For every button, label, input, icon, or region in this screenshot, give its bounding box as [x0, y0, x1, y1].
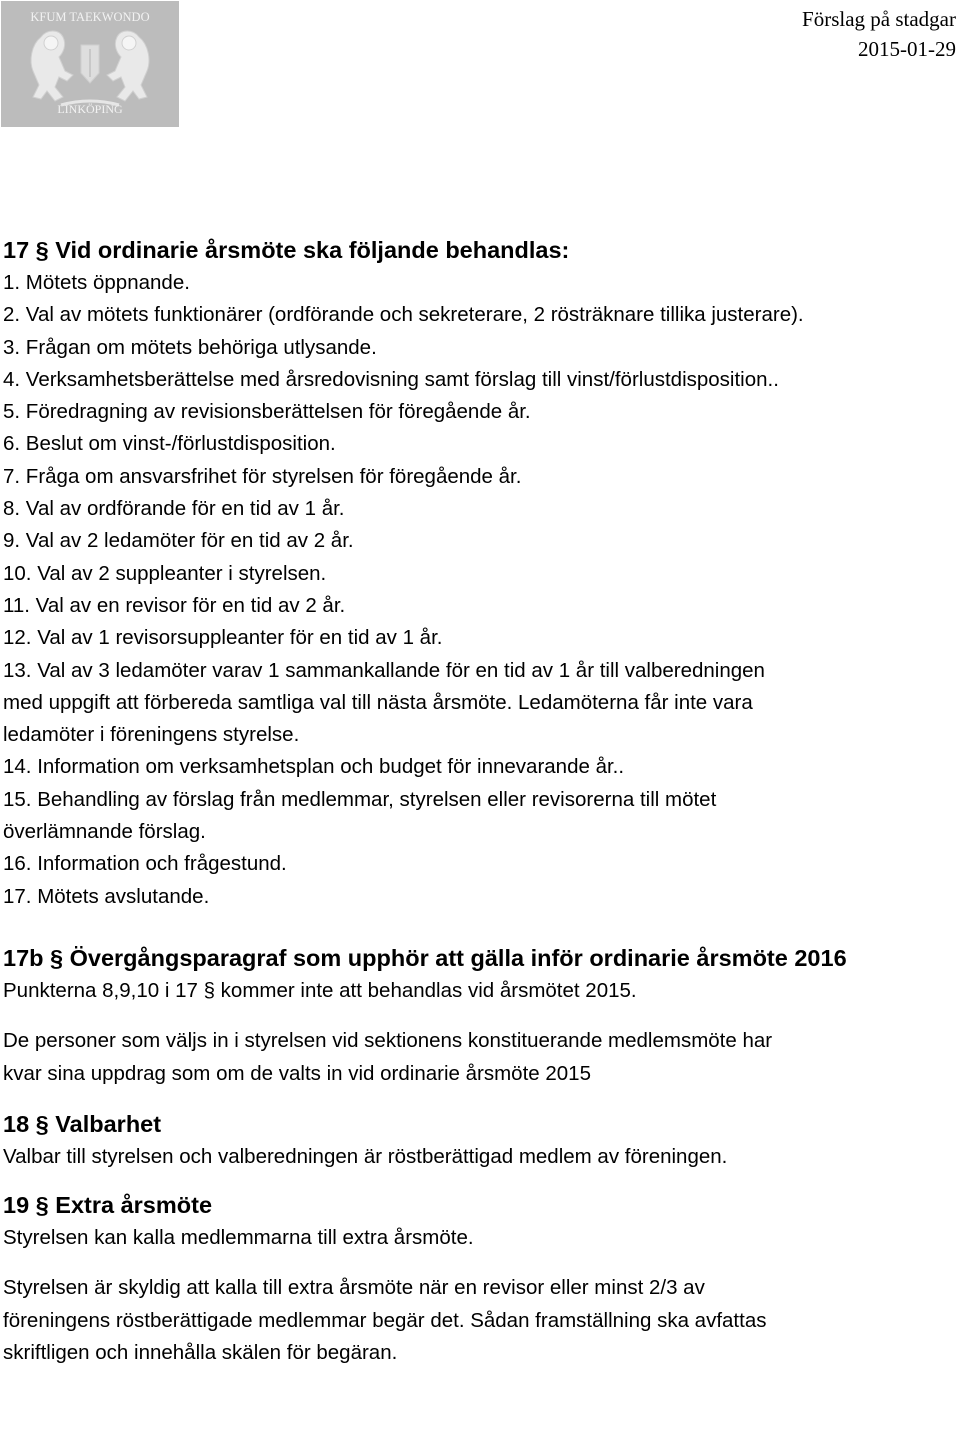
- text-line: med uppgift att förbereda samtliga val till nästa årsmöte. Ledamöterna får inte vara: [3, 690, 753, 714]
- text-line: 10. Val av 2 suppleanter i styrelsen.: [3, 561, 327, 585]
- logo-top-text: KFUM TAEKWONDO: [30, 10, 150, 24]
- text-line: 11. Val av en revisor för en tid av 2 år.: [3, 593, 346, 617]
- text-line: 17. Mötets avslutande.: [3, 884, 210, 908]
- document-date: 2015-01-29: [858, 37, 956, 61]
- paragraph: [3, 1025, 960, 1090]
- text-line: 1. Mötets öppnande.: [3, 271, 190, 294]
- text-line: Styrelsen kan kalla medlemmarna till extra årsmöte.: [3, 1226, 474, 1250]
- document-title: Förslag på stadgar: [802, 7, 956, 31]
- text-line: 15. Behandling av förslag från medlemmar, styrelsen eller revisorerna till mötet: [3, 787, 717, 811]
- paragraph: [3, 1222, 960, 1254]
- club-logo: [1, 1, 179, 127]
- text-line: 2. Val av mötets funktionärer (ordförande och sekreterare, 2 rösträknare tillika justerare).: [3, 303, 804, 327]
- text-line: 7. Fråga om ansvarsfrihet för styrelsen för föregående år.: [3, 464, 522, 488]
- paragraph: [3, 1272, 960, 1369]
- text-line: 4. Verksamhetsberättelse med årsredovisning samt förslag till vinst/förlustdisposition..: [3, 367, 779, 391]
- section-17: [3, 234, 960, 913]
- text-line: 13. Val av 3 ledamöter varav 1 sammankallande för en tid av 1 år till valberedningen: [3, 658, 765, 682]
- text-line: kvar sina uppdrag som om de valts in vid ordinarie årsmöte 2015: [3, 1061, 591, 1085]
- logo-bottom-text: LINKÖPING: [57, 102, 123, 116]
- text-line: ledamöter i föreningens styrelse.: [3, 723, 300, 747]
- text-line: 8. Val av ordförande för en tid av 1 år.: [3, 497, 345, 521]
- section-18: [3, 1108, 960, 1173]
- text-line: Valbar till styrelsen och valberedningen är röstberättigad medlem av föreningen.: [3, 1144, 728, 1168]
- document-body: [3, 234, 960, 1369]
- paragraph: [3, 975, 960, 1007]
- text-line: Punkterna 8,9,10 i 17 § kommer inte att behandlas vid årsmötet 2015.: [3, 978, 637, 1002]
- section-heading: 19 § Extra årsmöte: [3, 1192, 213, 1219]
- paragraph: [3, 1141, 960, 1173]
- text-line: skriftligen och innehålla skälen för begäran.: [3, 1341, 398, 1365]
- section-17b: [3, 942, 960, 1090]
- text-line: överlämnande förslag.: [3, 820, 206, 844]
- page-header: [802, 4, 956, 64]
- section-heading: 18 § Valbarhet: [3, 1110, 162, 1137]
- text-line: föreningens röstberättigade medlemmar begär det. Sådan framställning ska avfattas: [3, 1308, 767, 1332]
- text-line: 9. Val av 2 ledamöter för en tid av 2 år.: [3, 529, 354, 553]
- text-line: 6. Beslut om vinst-/förlustdisposition.: [3, 432, 336, 456]
- lions-crest-icon: [1, 1, 179, 127]
- section-heading: 17b § Övergångsparagraf som upphör att gälla inför ordinarie årsmöte 2016: [3, 944, 847, 971]
- text-line: 16. Information och frågestund.: [3, 852, 287, 876]
- text-line: Styrelsen är skyldig att kalla till extra årsmöte när en revisor eller minst 2/3 av: [3, 1276, 705, 1300]
- agenda-list: [3, 267, 960, 913]
- section-19: [3, 1189, 960, 1369]
- section-heading: 17 § Vid ordinarie årsmöte ska följande behandlas:: [3, 237, 570, 263]
- text-line: 5. Föredragning av revisionsberättelsen för föregående år.: [3, 400, 531, 424]
- text-line: De personer som väljs in i styrelsen vid sektionens konstituerande medlemsmöte har: [3, 1029, 773, 1053]
- text-line: 12. Val av 1 revisorsuppleanter för en tid av 1 år.: [3, 626, 443, 650]
- text-line: 14. Information om verksamhetsplan och budget för innevarande år..: [3, 755, 625, 779]
- text-line: 3. Frågan om mötets behöriga utlysande.: [3, 335, 377, 359]
